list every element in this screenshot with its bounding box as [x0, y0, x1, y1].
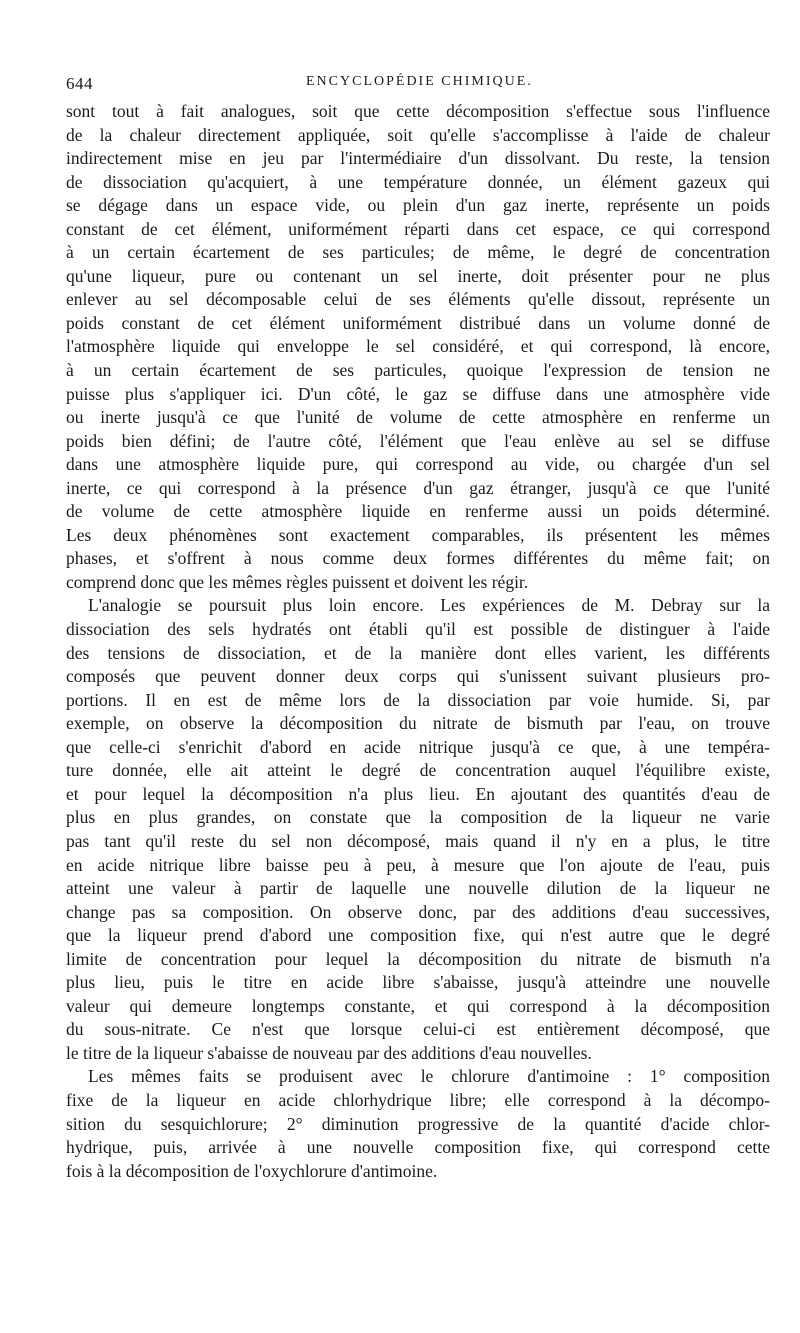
text-line: exemple, on observe la décomposition du nitrate de bismuth par l'eau, on trouve	[66, 713, 770, 734]
text-line: Les deux phénomènes sont exactement comparables, ils présentent les mêmes	[66, 524, 770, 545]
text-line: portions. Il en est de même lors de la dissociation par voie humide. Si, par	[66, 689, 770, 710]
text-line: qu'une liqueur, pure ou contenant un sel inerte, doit présenter pour ne plus	[66, 265, 770, 286]
body-text	[66, 100, 770, 1183]
text-line: valeur qui demeure longtemps constante, et qui correspond à la décomposition	[66, 995, 770, 1016]
text-line: plus lieu, puis le titre en acide libre s'abaisse, jusqu'à atteindre une nouvelle	[66, 972, 770, 993]
text-line: composés que peuvent donner deux corps qui s'unissent suivant plusieurs pro-	[66, 666, 770, 687]
text-line: dissociation des sels hydratés ont établi qu'il est possible de distinguer à l'aide	[66, 619, 770, 640]
text-line: enlever au sel décomposable celui de ses éléments qu'elle dissout, représente un	[66, 289, 770, 310]
text-line: atteint une valeur à partir de laquelle une nouvelle dilution de la liqueur ne	[66, 878, 770, 899]
page-header	[66, 74, 770, 100]
text-line: phases, et s'offrent à nous comme deux formes différentes du même fait; on	[66, 548, 770, 569]
text-line: pas tant qu'il reste du sel non décomposé, mais quand il n'y en a plus, le titre	[66, 830, 770, 851]
text-line: dans une atmosphère liquide pure, qui correspond au vide, ou chargée d'un sel	[66, 454, 770, 475]
text-line: poids constant de cet élément uniformément distribué dans un volume donné de	[66, 312, 770, 333]
text-line: et pour lequel la décomposition n'a plus lieu. En ajoutant des quantités d'eau de	[66, 783, 770, 804]
text-line: du sous-nitrate. Ce n'est que lorsque celui-ci est entièrement décomposé, que	[66, 1019, 770, 1040]
text-line: change pas sa composition. On observe donc, par des additions d'eau successives,	[66, 901, 770, 922]
text-line: constant de cet élément, uniformément réparti dans cet espace, ce qui correspond	[66, 218, 770, 239]
text-line: sition du sesquichlorure; 2° diminution progressive de la quantité d'acide chlor-	[66, 1113, 770, 1134]
text-line: hydrique, puis, arrivée à une nouvelle composition fixe, qui correspond cette	[66, 1137, 770, 1158]
text-line: inerte, ce qui correspond à la présence d'un gaz étranger, jusqu'à ce que l'unité	[66, 477, 770, 498]
text-line: de volume de cette atmosphère liquide en renferme aussi un poids déterminé.	[66, 501, 770, 522]
text-line: L'analogie se poursuit plus loin encore. Les expériences de M. Debray sur la	[88, 595, 770, 616]
text-line: l'atmosphère liquide qui enveloppe le sel considéré, et qui correspond, là encore,	[66, 336, 770, 357]
text-line: des tensions de dissociation, et de la manière dont elles varient, les différents	[66, 642, 770, 663]
text-line: limite de concentration pour lequel la décomposition du nitrate de bismuth n'a	[66, 948, 770, 969]
text-line: que celle-ci s'enrichit d'abord en acide nitrique jusqu'à ce que, à une tempéra-	[66, 736, 770, 757]
text-line: sont tout à fait analogues, soit que cette décomposition s'effectue sous l'influence	[66, 101, 770, 121]
text-line: à un certain écartement de ses particules; de même, le degré de concentration	[66, 242, 770, 263]
text-line: en acide nitrique libre baisse peu à peu, à mesure que l'on ajoute de l'eau, puis	[66, 854, 770, 875]
text-line: plus en plus grandes, on constate que la composition de la liqueur ne varie	[66, 807, 770, 828]
text-line: que la liqueur prend d'abord une composition fixe, qui n'est autre que le degré	[66, 925, 770, 946]
text-line: fois à la décomposition de l'oxychlorure d'antimoine.	[66, 1160, 438, 1181]
text-line: de la chaleur directement appliquée, soit qu'elle s'accomplisse à l'aide de chaleur	[66, 124, 770, 145]
running-title: ENCYCLOPÉDIE CHIMIQUE.	[306, 74, 533, 89]
text-line: Les mêmes faits se produisent avec le chlorure d'antimoine : 1° composition	[88, 1066, 770, 1087]
text-line: ture donnée, elle ait atteint le degré de concentration auquel l'équilibre existe,	[66, 760, 770, 781]
text-line: puisse plus s'appliquer ici. D'un côté, le gaz se diffuse dans une atmosphère vide	[66, 383, 770, 404]
page-number: 644	[66, 74, 93, 93]
text-line: se dégage dans un espace vide, ou plein d'un gaz inerte, représente un poids	[66, 195, 770, 216]
text-line: poids bien défini; de l'autre côté, l'élément que l'eau enlève au sel se diffuse	[66, 430, 770, 451]
text-line: indirectement mise en jeu par l'intermédiaire d'un dissolvant. Du reste, la tension	[66, 148, 770, 169]
text-line: comprend donc que les mêmes règles puissent et doivent les régir.	[66, 571, 529, 592]
text-line: à un certain écartement de ses particules, quoique l'expression de tension ne	[66, 360, 770, 381]
text-line: de dissociation qu'acquiert, à une température donnée, un élément gazeux qui	[66, 171, 770, 192]
text-line: ou inerte jusqu'à ce que l'unité de volume de cette atmosphère en renferme un	[66, 407, 770, 428]
text-line: le titre de la liqueur s'abaisse de nouveau par des additions d'eau nouvelles.	[66, 1042, 592, 1063]
text-line: fixe de la liqueur en acide chlorhydrique libre; elle correspond à la décompo-	[66, 1089, 770, 1110]
